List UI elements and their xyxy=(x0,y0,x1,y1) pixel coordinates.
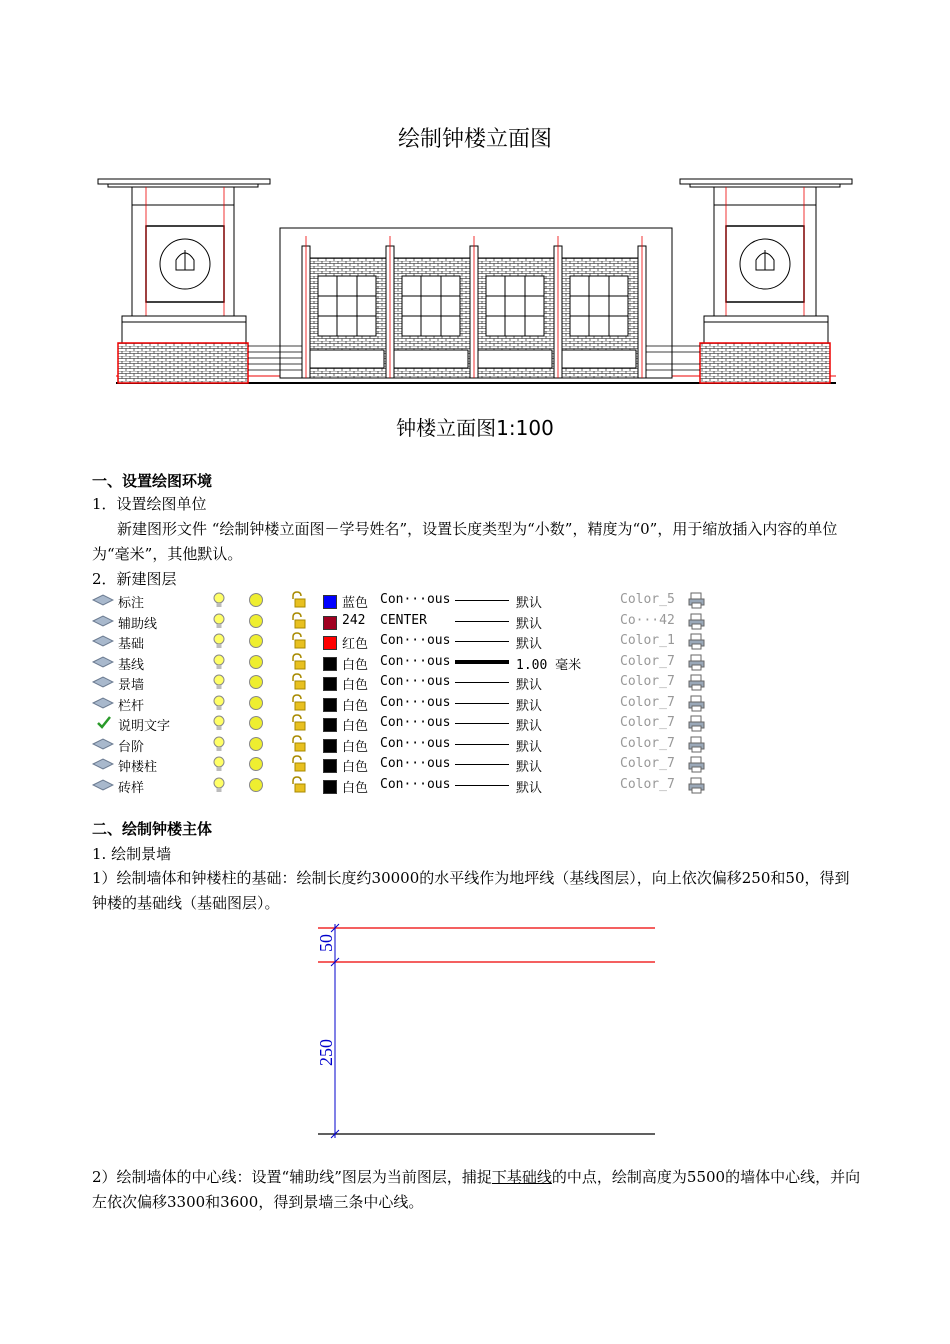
sun-thaw-icon[interactable] xyxy=(248,695,264,711)
layer-sheet-icon xyxy=(92,676,114,688)
lineweight-sample xyxy=(455,641,509,642)
layer-linetype: Con···ous xyxy=(380,694,451,710)
unlock-icon[interactable] xyxy=(289,735,307,753)
step1-title: 1．设置绘图单位 xyxy=(92,495,207,513)
lightbulb-on-icon[interactable] xyxy=(212,613,226,630)
printer-icon[interactable] xyxy=(688,654,706,671)
sun-thaw-icon[interactable] xyxy=(248,777,264,793)
layer-row[interactable] xyxy=(90,713,730,734)
lightbulb-on-icon[interactable] xyxy=(212,654,226,671)
printer-icon[interactable] xyxy=(688,756,706,773)
layer-row[interactable] xyxy=(90,652,730,673)
layer-name: 基础 xyxy=(118,637,145,652)
layer-sheet-icon xyxy=(92,779,114,791)
lightbulb-on-icon[interactable] xyxy=(212,715,226,732)
lower-baseline-link: 下基础线 xyxy=(491,1168,552,1186)
layer-row[interactable] xyxy=(90,590,730,611)
layer-color-swatch[interactable] xyxy=(323,595,337,609)
printer-icon[interactable] xyxy=(688,695,706,712)
layer-color-swatch[interactable] xyxy=(323,698,337,712)
layer-color-name: 红色 xyxy=(342,637,369,652)
layer-color-swatch[interactable] xyxy=(323,759,337,773)
layer-sheet-icon xyxy=(92,738,114,750)
unlock-icon[interactable] xyxy=(289,755,307,773)
layer-color-name: 蓝色 xyxy=(342,596,369,611)
current-check-icon xyxy=(96,715,112,729)
layer-linetype: Con···ous xyxy=(380,756,451,771)
layer-sheet-icon xyxy=(92,758,114,770)
layer-name: 钟楼柱 xyxy=(118,760,158,775)
layer-color-swatch[interactable] xyxy=(323,616,337,630)
layer-lineweight: 默认 xyxy=(516,637,543,652)
layer-list xyxy=(90,590,730,795)
lineweight-sample xyxy=(455,621,509,622)
layer-sheet-icon xyxy=(92,697,114,709)
unlock-icon[interactable] xyxy=(289,776,307,794)
layer-plot-style: Color_7 xyxy=(620,756,675,771)
layer-plot-style: Co···42 xyxy=(620,612,675,628)
layer-linetype: Con···ous xyxy=(380,674,451,689)
sun-thaw-icon[interactable] xyxy=(248,592,264,608)
layer-row[interactable] xyxy=(90,693,730,714)
printer-icon[interactable] xyxy=(688,613,706,630)
layer-name: 栏杆 xyxy=(118,698,145,714)
lineweight-sample xyxy=(455,660,509,664)
layer-sheet-icon xyxy=(92,615,114,627)
layer-color-swatch[interactable] xyxy=(323,636,337,650)
unlock-icon[interactable] xyxy=(289,694,307,712)
dim-lower-label: 250 xyxy=(316,1039,336,1066)
printer-icon[interactable] xyxy=(688,715,706,732)
layer-name: 台阶 xyxy=(118,739,145,755)
printer-icon[interactable] xyxy=(688,633,706,650)
clock-tower-elevation-drawing xyxy=(96,176,856,388)
layer-sheet-icon xyxy=(92,656,114,668)
unlock-icon[interactable] xyxy=(289,714,307,732)
lineweight-sample xyxy=(455,785,509,786)
lineweight-sample xyxy=(455,703,509,704)
layer-linetype: Con···ous xyxy=(380,715,451,730)
printer-icon[interactable] xyxy=(688,592,706,609)
section2-step1-title: 1. 绘制景墙 xyxy=(92,845,172,863)
layer-row[interactable] xyxy=(90,631,730,652)
lightbulb-on-icon[interactable] xyxy=(212,756,226,773)
layer-lineweight: 默认 xyxy=(516,760,543,775)
layer-color-swatch[interactable] xyxy=(323,677,337,691)
step1-text: 新建图形文件 “绘制钟楼立面图－学号姓名”，设置长度类型为“小数”，精度为“0”，用于缩放插入内容的单位为“毫米”，其他默认。 xyxy=(92,520,838,563)
left-tower xyxy=(98,179,270,383)
unlock-icon[interactable] xyxy=(289,591,307,609)
layer-plot-style: Color_7 xyxy=(620,715,675,730)
layer-lineweight: 默认 xyxy=(516,780,543,796)
layer-color-name: 白色 xyxy=(342,678,369,693)
layer-lineweight: 默认 xyxy=(516,616,543,632)
lineweight-sample xyxy=(455,723,509,724)
sun-thaw-icon[interactable] xyxy=(248,756,264,772)
layer-color-name: 白色 xyxy=(342,780,369,796)
central-wall xyxy=(248,228,700,378)
foundation-dimension-diagram xyxy=(310,920,662,1145)
layer-row[interactable] xyxy=(90,611,730,632)
layer-lineweight: 1.00 毫米 xyxy=(516,657,582,673)
figure-caption: 钟楼立面图1:100 xyxy=(396,416,554,440)
lightbulb-on-icon[interactable] xyxy=(212,592,226,609)
layer-plot-style: Color_7 xyxy=(620,735,675,751)
unlock-icon[interactable] xyxy=(289,673,307,691)
layer-linetype: Con···ous xyxy=(380,592,451,607)
layer-color-swatch[interactable] xyxy=(323,718,337,732)
layer-color-name: 242 xyxy=(342,612,366,628)
section2-heading: 二、绘制钟楼主体 xyxy=(92,820,213,838)
lineweight-sample xyxy=(455,744,509,745)
right-tower xyxy=(680,179,852,383)
lightbulb-on-icon[interactable] xyxy=(212,674,226,691)
layer-name: 基线 xyxy=(118,657,145,673)
layer-linetype: Con···ous xyxy=(380,776,451,792)
layer-color-name: 白色 xyxy=(342,657,369,673)
lightbulb-on-icon[interactable] xyxy=(212,695,226,712)
section2-step1b-text: 2）绘制墙体的中心线：设置“辅助线”图层为当前图层，捕捉下基础线的中点，绘制高度为5500的墙体中心线，并向左依次偏移3300和3600，得到景墙三条中心线。 xyxy=(92,1168,861,1211)
layer-linetype: CENTER xyxy=(380,612,427,628)
layer-name: 辅助线 xyxy=(118,616,158,632)
layer-sheet-icon xyxy=(92,594,114,606)
layer-lineweight: 默认 xyxy=(516,739,543,755)
lightbulb-on-icon[interactable] xyxy=(212,736,226,753)
layer-row[interactable] xyxy=(90,672,730,693)
layer-plot-style: Color_7 xyxy=(620,694,675,710)
layer-row[interactable] xyxy=(90,775,730,796)
layer-lineweight: 默认 xyxy=(516,719,543,734)
unlock-icon[interactable] xyxy=(289,653,307,671)
sun-thaw-icon[interactable] xyxy=(248,715,264,731)
layer-color-swatch[interactable] xyxy=(323,780,337,794)
layer-color-name: 白色 xyxy=(342,760,369,775)
sun-thaw-icon[interactable] xyxy=(248,613,264,629)
lineweight-sample xyxy=(455,682,509,683)
printer-icon[interactable] xyxy=(688,777,706,794)
lineweight-sample xyxy=(455,600,509,601)
printer-icon[interactable] xyxy=(688,674,706,691)
layer-plot-style: Color_7 xyxy=(620,776,675,792)
layer-name: 标注 xyxy=(118,596,145,611)
layer-sheet-icon xyxy=(92,635,114,647)
layer-row[interactable] xyxy=(90,734,730,755)
printer-icon[interactable] xyxy=(688,736,706,753)
layer-color-swatch[interactable] xyxy=(323,739,337,753)
layer-plot-style: Color_5 xyxy=(620,592,675,607)
dim-upper-label: 50 xyxy=(316,934,336,952)
sun-thaw-icon[interactable] xyxy=(248,633,264,649)
layer-linetype: Con···ous xyxy=(380,653,451,669)
layer-lineweight: 默认 xyxy=(516,698,543,714)
layer-name: 砖样 xyxy=(118,780,145,796)
step2-title: 2．新建图层 xyxy=(92,570,177,588)
unlock-icon[interactable] xyxy=(289,632,307,650)
unlock-icon[interactable] xyxy=(289,612,307,630)
section1-heading: 一、设置绘图环境 xyxy=(92,472,213,490)
page-title: 绘制钟楼立面图 xyxy=(397,127,552,152)
layer-color-swatch[interactable] xyxy=(323,657,337,671)
layer-plot-style: Color_1 xyxy=(620,633,675,648)
layer-lineweight: 默认 xyxy=(516,678,543,693)
layer-color-name: 白色 xyxy=(342,739,369,755)
sun-thaw-icon[interactable] xyxy=(248,674,264,690)
layer-linetype: Con···ous xyxy=(380,633,451,648)
layer-color-name: 白色 xyxy=(342,698,369,714)
layer-plot-style: Color_7 xyxy=(620,653,675,669)
layer-linetype: Con···ous xyxy=(380,735,451,751)
section2-step1a-text: 1）绘制墙体和钟楼柱的基础：绘制长度约30000的水平线作为地坪线（基线图层），向上依次偏移250和50，得到钟楼的基础线（基础图层）。 xyxy=(92,869,850,912)
layer-color-name: 白色 xyxy=(342,719,369,734)
lightbulb-on-icon[interactable] xyxy=(212,777,226,794)
layer-name: 景墙 xyxy=(118,678,145,693)
layer-row[interactable] xyxy=(90,754,730,775)
sun-thaw-icon[interactable] xyxy=(248,654,264,670)
lightbulb-on-icon[interactable] xyxy=(212,633,226,650)
lineweight-sample xyxy=(455,764,509,765)
layer-plot-style: Color_7 xyxy=(620,674,675,689)
layer-lineweight: 默认 xyxy=(516,596,543,611)
sun-thaw-icon[interactable] xyxy=(248,736,264,752)
layer-name: 说明文字 xyxy=(118,719,171,734)
